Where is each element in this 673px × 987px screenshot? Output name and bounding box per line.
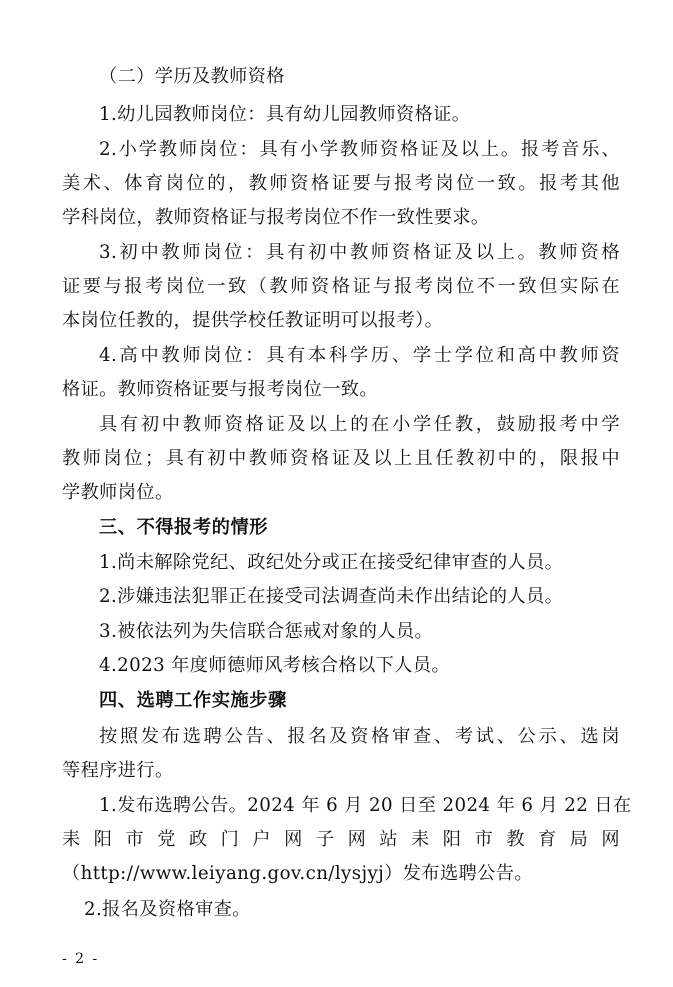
paragraph-line: 具有初中教师资格证及以上的在小学任教，鼓励报考中学 xyxy=(99,414,620,435)
paragraph-line: 2.小学教师岗位：具有小学教师资格证及以上。报考音乐、 xyxy=(99,139,620,160)
paragraph-line: 学教师岗位。 xyxy=(62,482,174,503)
section-heading-exclusions: 三、不得报考的情形 xyxy=(99,517,269,538)
paragraph-line: 1.尚未解除党纪、政纪处分或正在接受纪律审查的人员。 xyxy=(99,552,564,573)
paragraph-line: 1.幼儿园教师岗位：具有幼儿园教师资格证。 xyxy=(99,104,471,125)
page-number: - 2 - xyxy=(62,951,100,967)
paragraph-line: 3.初中教师岗位：具有初中教师资格证及以上。教师资格 xyxy=(99,242,620,263)
paragraph-line: 3.被依法列为失信联合惩戒对象的人员。 xyxy=(99,621,434,642)
paragraph-line: 1.发布选聘公告。2024 年 6 月 20 日至 2024 年 6 月 22 日在 xyxy=(99,795,632,816)
paragraph-line: 格证。教师资格证要与报考岗位一致。 xyxy=(62,379,378,400)
paragraph-line: 证要与报考岗位一致（教师资格证与报考岗位不一致但实际在 xyxy=(62,276,620,297)
paragraph-line: 等程序进行。 xyxy=(62,760,174,781)
paragraph-line: 4.2023 年度师德师风考核合格以下人员。 xyxy=(99,655,451,676)
paragraph-line: 2.报名及资格审查。 xyxy=(84,899,251,920)
url-line: （http://www.leiyang.gov.cn/lysjyj）发布选聘公告。 xyxy=(62,863,533,884)
section-heading-procedure: 四、选聘工作实施步骤 xyxy=(99,690,287,711)
paragraph-line: 学科岗位，教师资格证与报考岗位不作一致性要求。 xyxy=(62,207,490,228)
paragraph-line: 教师岗位；具有初中教师资格证及以上且任教初中的，限报中 xyxy=(62,448,620,469)
paragraph-line: 2.涉嫌违法犯罪正在接受司法调查尚未作出结论的人员。 xyxy=(99,586,564,607)
subsection-heading-education: （二）学历及教师资格 xyxy=(99,66,285,87)
paragraph-line: 本岗位任教的，提供学校任教证明可以报考）。 xyxy=(62,310,444,331)
paragraph-line: 耒阳市党政门户网子网站耒阳市教育局网 xyxy=(62,829,620,850)
paragraph-line: 按照发布选聘公告、报名及资格审查、考试、公示、选岗 xyxy=(99,726,620,747)
paragraph-line: 美术、体育岗位的，教师资格证要与报考岗位一致。报考其他 xyxy=(62,173,620,194)
paragraph-line: 4.高中教师岗位：具有本科学历、学士学位和高中教师资 xyxy=(99,345,620,366)
